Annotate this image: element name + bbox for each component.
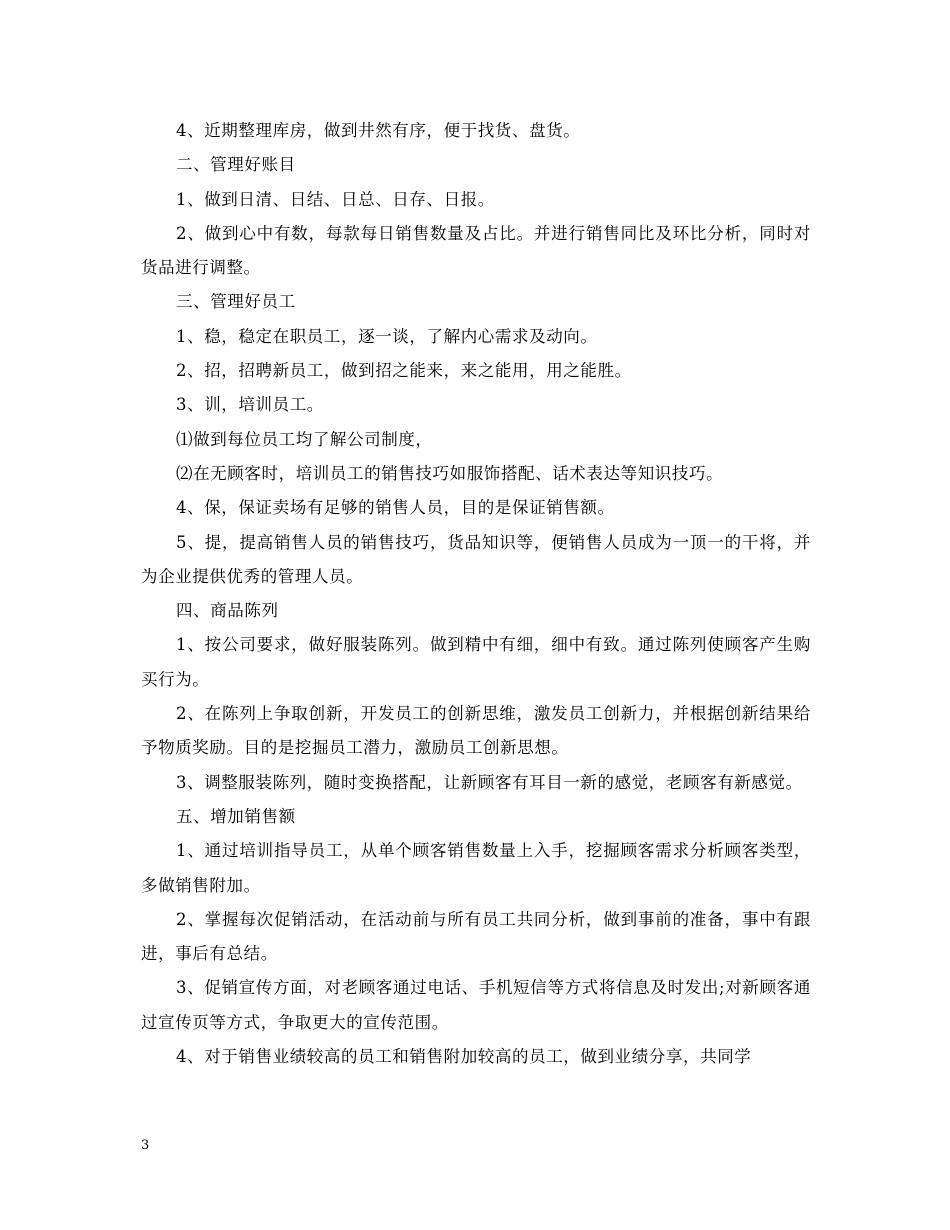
paragraph: 3、促销宣传方面，对老顾客通过电话、手机短信等方式将信息及时发出;对新顾客通过宣传页等方式，争取更大的宣传范围。 (141, 978, 811, 1032)
paragraph: 1、稳，稳定在职员工，逐一谈，了解内心需求及动向。 (176, 326, 598, 346)
section-heading: 二、管理好账目 (176, 155, 296, 175)
page-number: 3 (141, 1138, 150, 1153)
document-body (141, 114, 811, 1074)
sub-paragraph: ⑵在无顾客时，培训员工的销售技巧如服饰搭配、话术表达等知识技巧。 (176, 463, 724, 483)
paragraph: 1、通过培训指导员工，从单个顾客销售数量上入手，挖掘顾客需求分析顾客类型，多做销售附加。 (141, 841, 811, 895)
paragraph: 2、做到心中有数，每款每日销售数量及占比。并进行销售同比及环比分析，同时对货品进行调整。 (141, 223, 811, 278)
paragraph: 2、在陈列上争取创新，开发员工的创新思维，激发员工创新力，并根据创新结果给予物质奖励。目的是挖掘员工潜力，激励员工创新思想。 (141, 704, 811, 758)
paragraph: 2、掌握每次促销活动，在活动前与所有员工共同分析，做到事前的准备，事中有跟进，事后有总结。 (141, 909, 811, 964)
paragraph: 4、保，保证卖场有足够的销售人员，目的是保证销售额。 (176, 498, 615, 518)
paragraph: 2、招，招聘新员工，做到招之能来，来之能用，用之能胜。 (176, 361, 632, 381)
paragraph: 4、对于销售业绩较高的员工和销售附加较高的员工，做到业绩分享，共同学 (176, 1047, 752, 1067)
paragraph: 3、调整服装陈列，随时变换搭配，让新顾客有耳目一新的感觉，老顾客有新感觉。 (176, 772, 803, 792)
paragraph: 1、做到日清、日结、日总、日存、日报。 (176, 189, 495, 209)
section-heading: 三、管理好员工 (176, 292, 296, 312)
section-heading: 四、商品陈列 (176, 601, 279, 621)
paragraph: 4、近期整理库房，做到井然有序，便于找货、盘货。 (176, 121, 581, 140)
paragraph: 5、提，提高销售人员的销售技巧，货品知识等，便销售人员成为一顶一的干将，并为企业提供优秀的管理人员。 (141, 532, 811, 586)
sub-paragraph: ⑴做到每位员工均了解公司制度， (176, 429, 433, 449)
paragraph: 3、训，培训员工。 (176, 395, 324, 415)
section-heading: 五、增加销售额 (176, 806, 296, 826)
paragraph: 1、按公司要求，做好服装陈列。做到精中有细，细中有致。通过陈列使顾客产生购买行为。 (141, 635, 811, 689)
